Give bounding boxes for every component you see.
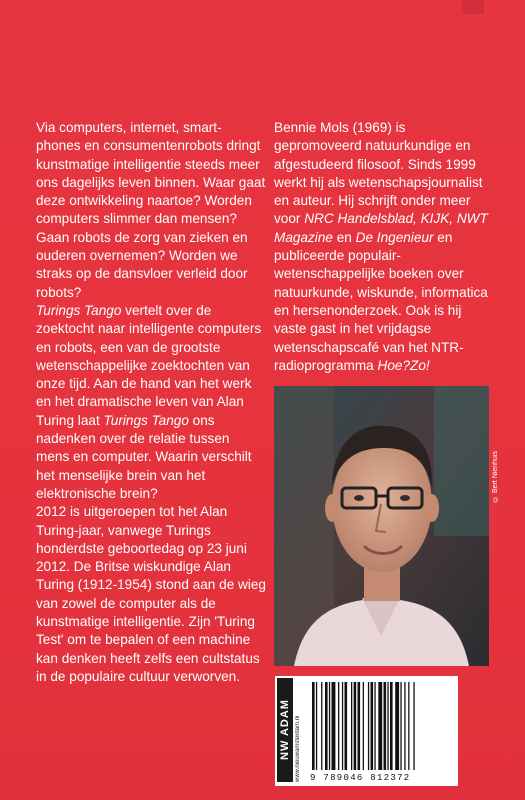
blurb-paragraph-1: Via computers, internet, smart-phones en consumentenrobots dringt kunstmatige intelligentie steeds meer ons dagelijks leven binnen. Waar gaat deze ontwikkeling naartoe? Worden computers slimmer dan mensen? Gaan robots de zorg van zieken en ouderen overnemen? Worden we straks op de dansvloer verleid door robots?	[36, 120, 266, 300]
barcode-bar	[374, 682, 375, 770]
blurb-paragraph-2: Turings Tango vertelt over de zoektocht naar intelligente computers en robots, een van de grootste wetenschappelijke zoektochten van onze tijd. Aan de hand van het werk en het dramatische leven van Alan Turing laat Turings Tango ons nadenken over de relatie tussen mens en computer. Waarin verschilt het menselijke brein van het elektronische brein?	[36, 302, 262, 501]
barcode-bar	[387, 682, 388, 770]
author-photo	[274, 386, 489, 666]
barcode-bar	[354, 682, 357, 770]
barcode-bar	[371, 682, 374, 770]
book-title: Turings Tango	[36, 302, 122, 318]
barcode-bar	[384, 682, 387, 770]
barcode-bar	[345, 682, 348, 770]
photo-credit: © Bert Nienhuis	[492, 451, 499, 502]
barcode-bar	[312, 682, 315, 770]
radio-program-name: Hoe?Zo!	[377, 357, 430, 373]
barcode-bar	[342, 682, 343, 770]
author-bio: Bennie Mols (1969) is gepromoveerd natuurkundige en afgestudeerd filosoof. Sinds 1999 werkt hij als wetenschapsjournalist en auteur. Hij schrijft onder meer voor NRC Handelsblad, KIJK, NWT Magazine en De Ingenieur en publiceerde populair-wetenschappelijke boeken over natuurkunde, wiskunde, informatica en hersenonderzoek. Ook is hij vaste gast in het vrijdagse wetenschapscafé van het NTR-radioprogramma Hoe?Zo!	[274, 120, 488, 373]
barcode-bar	[316, 682, 317, 770]
barcode-bar	[321, 682, 322, 770]
barcode-bar	[363, 682, 364, 770]
publication-names: NRC Handelsblad, KIJK, NWT Magazine	[274, 211, 488, 245]
barcode-bar	[351, 682, 352, 770]
isbn-number: 9 789046 812372	[310, 773, 411, 783]
publisher-logo: NW ADAM	[277, 678, 293, 782]
barcode-bar	[390, 682, 393, 770]
author-portrait-illustration	[274, 386, 489, 666]
barcode-bar	[413, 682, 414, 770]
barcode-bar	[368, 682, 369, 770]
spine-edge	[462, 0, 484, 14]
barcode-bar	[400, 682, 401, 770]
blurb-paragraph-3: 2012 is uitgeroepen tot het Alan Turing-jaar, vanwege Turings honderdste geboortedag op 23 juni 2012. De Britse wiskundige Alan Turing (1912-1954) stond aan de wieg van zowel de computer als de kunstmatige intelligentie. Zijn 'Turing Test' om te bepalen of een machine kan denken heeft zelfs een cultstatus in de populaire cultuur verworven.	[36, 504, 266, 684]
barcode-bar	[408, 682, 409, 770]
blurb-column	[36, 119, 266, 686]
publication-name: De Ingenieur	[355, 229, 434, 245]
barcode-bar	[338, 682, 339, 770]
isbn-barcode	[304, 676, 458, 786]
publisher-url: www.nieuwamsterdam.nl	[295, 715, 301, 782]
barcode-bar	[329, 682, 330, 770]
barcode-bar	[404, 682, 405, 770]
book-title: Turings Tango	[103, 412, 189, 428]
barcode-bar	[358, 682, 361, 770]
barcode-bar	[395, 682, 399, 770]
barcode-bar	[325, 682, 328, 770]
barcode-graphic	[304, 676, 458, 786]
barcode-bar	[332, 682, 336, 770]
barcode-bar	[378, 682, 382, 770]
